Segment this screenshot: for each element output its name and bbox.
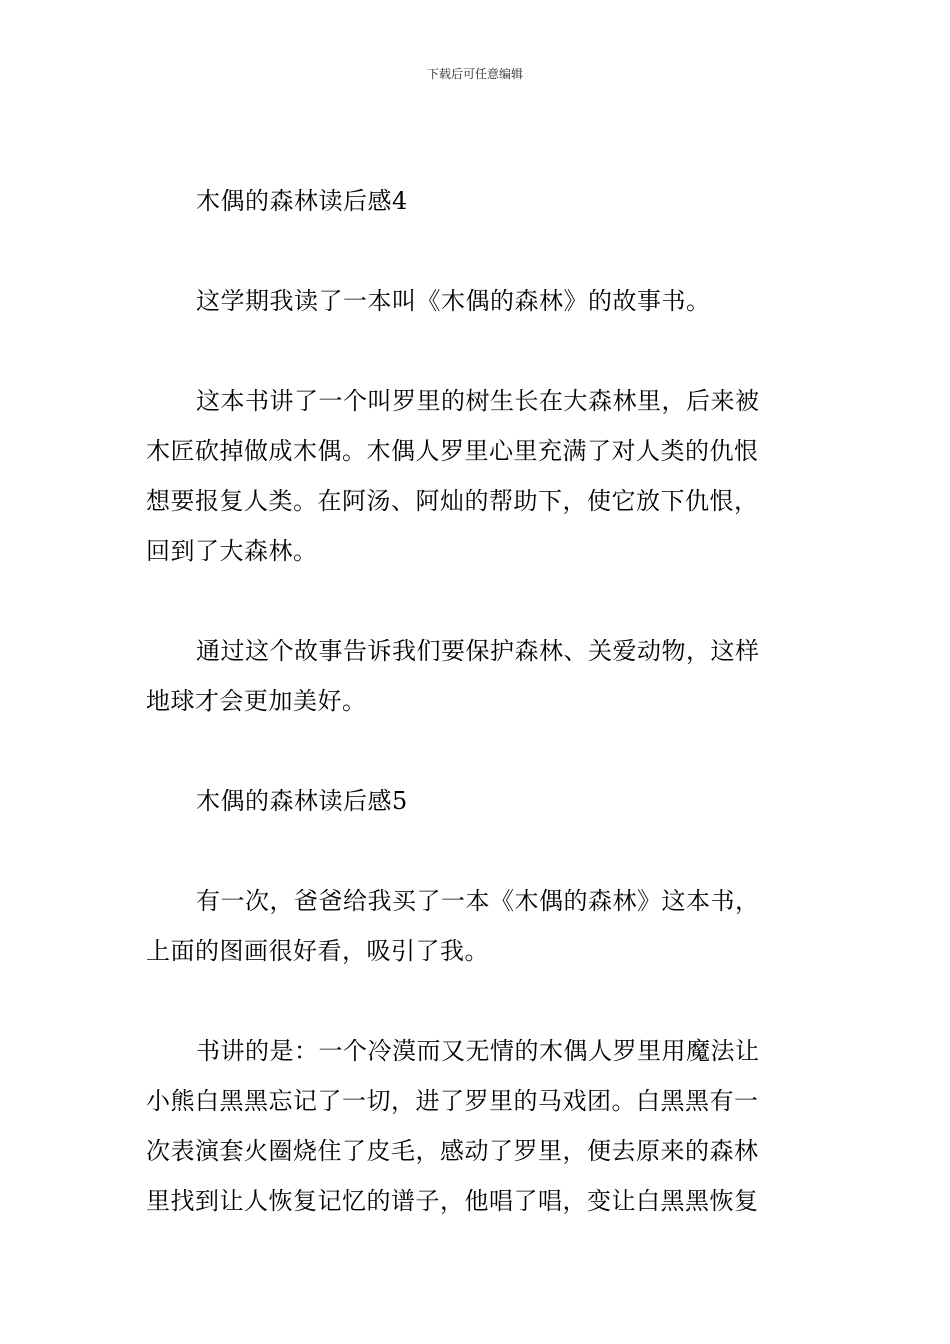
text-line: 里找到让人恢复记忆的谱子，他唱了唱，变让白黑黑恢复 (146, 1187, 759, 1215)
text-line: 次表演套火圈烧住了皮毛，感动了罗里，便去原来的森林 (146, 1137, 759, 1165)
text-line: 这学期我读了一本叫《木偶的森林》的故事书。 (196, 287, 711, 315)
text-line: 想要报复人类。在阿汤、阿灿的帮助下，使它放下仇恨， (146, 487, 759, 515)
text-line: 这本书讲了一个叫罗里的树生长在大森林里，后来被 (196, 387, 760, 415)
paragraph-spacer (146, 976, 806, 1026)
text-line: 通过这个故事告诉我们要保护森林、关爱动物，这样 (196, 637, 760, 665)
text-line: 回到了大森林。 (146, 537, 318, 565)
paragraph-spacer (146, 226, 806, 276)
paragraph-spacer (146, 576, 806, 626)
page-header: 下载后可任意编辑 (426, 67, 523, 81)
text-line: 书讲的是：一个冷漠而又无情的木偶人罗里用魔法让 (196, 1037, 760, 1065)
paragraph-spacer (146, 326, 806, 376)
paragraph-spacer (146, 726, 806, 776)
text-line: 木偶的森林读后感4 (196, 187, 408, 215)
text-line: 木匠砍掉做成木偶。木偶人罗里心里充满了对人类的仇恨 (146, 437, 759, 465)
text-line: 有一次，爸爸给我买了一本《木偶的森林》这本书， (196, 887, 760, 915)
text-line: 小熊白黑黑忘记了一切，进了罗里的马戏团。白黑黑有一 (146, 1087, 759, 1115)
text-line: 地球才会更加美好。 (146, 687, 367, 715)
paragraph-spacer (146, 826, 806, 876)
text-line: 上面的图画很好看，吸引了我。 (146, 937, 489, 965)
document-body (146, 176, 806, 1226)
text-line: 木偶的森林读后感5 (196, 787, 408, 815)
